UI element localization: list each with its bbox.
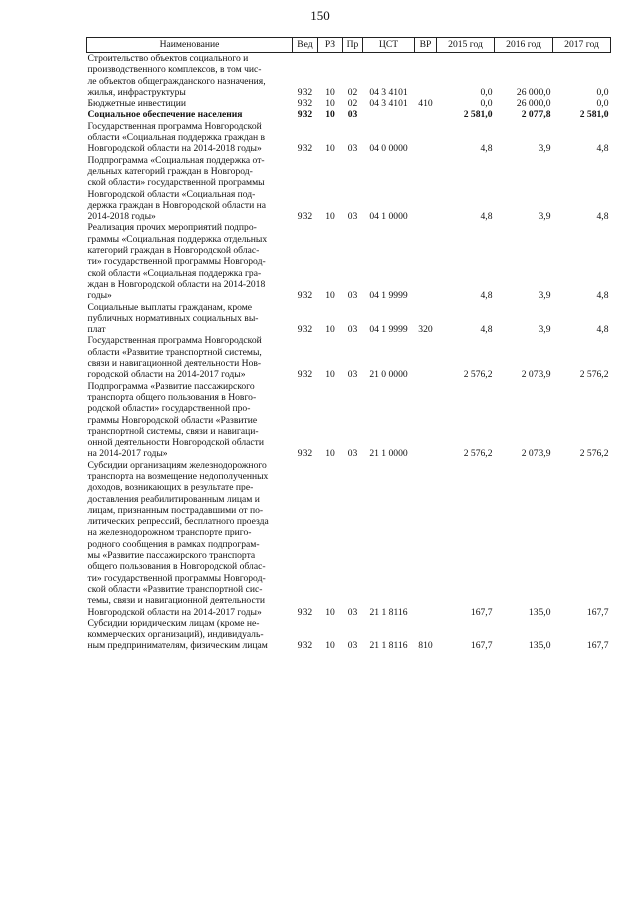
row-pr: 03 (347, 324, 358, 336)
table-row (87, 53, 611, 99)
header-2017: 2017 год (553, 38, 611, 53)
row-vr (415, 381, 437, 460)
row-2016: 135,0 (528, 640, 551, 652)
header-rz: РЗ (318, 38, 343, 53)
row-ved: 932 (297, 448, 313, 460)
row-2015: 167,7 (470, 606, 493, 618)
row-cst: 04 3 4101 (369, 86, 408, 98)
row-name: Реализация прочих мероприятий подпро- граммы «Социальная поддержка отдельных категорий граждан в Новгородской облас- ти» государственной программы Новгород- ской области «Социальная поддержка гра- ждан в Новгородской области на 2014-2018 годы» (87, 222, 268, 302)
row-2015: 4,8 (480, 211, 493, 223)
row-ved: 932 (297, 86, 313, 98)
row-2016: 2 077,8 (521, 109, 551, 121)
table-row (87, 618, 611, 652)
row-vr (415, 460, 437, 618)
row-vr: 410 (418, 98, 433, 110)
row-pr: 03 (347, 448, 358, 460)
row-name: Социальные выплаты гражданам, кроме публичных нормативных социальных вы- плат (87, 301, 259, 336)
row-cst: 21 1 8116 (369, 640, 408, 652)
row-cst: 04 1 9999 (369, 290, 408, 302)
row-vr: 320 (418, 324, 433, 336)
row-cst: 04 1 9999 (369, 324, 408, 336)
header-cst: ЦСТ (363, 38, 415, 53)
row-2017: 4,8 (596, 290, 609, 302)
row-name: Государственная программа Новгородской области «Развитие транспортной системы, связи и навигационной деятельности Нов- городской области на 2014-2017 годы» (87, 335, 262, 381)
row-name: Субсидии организациям железнодорожного транспорта на возмещение недополученных доходов, возникающих в результате пре- доставления реабилитированным лицам и лицам, признанным пострадавшими от по- литических репрессий, бесплатного проезда на железнодорожном транспорте приго- родного сообщения в рамках подпрограм- мы «Развитие пассажирского транспорта общего пользования в Новгородской облас- ти» государственной программы Новгород- ской области «Развитие транспортной сис- темы, связи и навигационной деятельности Новгородской области на 2014-2017 годы» (87, 459, 269, 618)
row-ved: 932 (297, 98, 313, 110)
row-2017: 2 581,0 (579, 109, 609, 121)
header-vr: ВР (415, 38, 437, 53)
row-2016: 3,9 (538, 324, 551, 336)
row-2017: 2 576,2 (579, 369, 609, 381)
row-cst: 21 1 8116 (369, 606, 408, 618)
row-cst (363, 109, 415, 120)
table-row (87, 381, 611, 460)
row-cst: 21 1 0000 (369, 448, 408, 460)
table-row (87, 109, 611, 120)
row-vr (415, 121, 437, 155)
row-name: Бюджетные инвестиции (87, 98, 186, 110)
row-2017: 0,0 (596, 86, 609, 98)
row-2016: 135,0 (528, 606, 551, 618)
budget-table (86, 37, 611, 652)
row-vr (415, 335, 437, 380)
row-rz: 10 (325, 606, 335, 618)
row-vr (415, 109, 437, 120)
row-pr: 03 (347, 143, 358, 155)
row-rz: 10 (325, 448, 335, 460)
row-2015: 4,8 (480, 143, 493, 155)
header-2015: 2015 год (437, 38, 495, 53)
row-rz: 10 (325, 98, 335, 110)
row-rz: 10 (325, 211, 335, 223)
row-2017: 167,7 (586, 606, 609, 618)
row-rz: 10 (325, 369, 335, 381)
row-2015: 2 576,2 (463, 369, 493, 381)
row-rz: 10 (325, 640, 335, 652)
row-2017: 4,8 (596, 324, 609, 336)
row-2016: 26 000,0 (516, 98, 551, 110)
row-pr: 03 (347, 109, 358, 121)
row-2017: 167,7 (586, 640, 609, 652)
row-pr: 02 (347, 98, 358, 110)
table-row (87, 98, 611, 109)
row-vr: 810 (418, 640, 433, 652)
row-cst: 21 0 0000 (369, 369, 408, 381)
row-cst: 04 3 4101 (369, 98, 408, 110)
header-ved: Вед (293, 38, 318, 53)
row-2015: 2 581,0 (463, 109, 493, 121)
row-ved: 932 (297, 640, 313, 652)
row-pr: 03 (347, 290, 358, 302)
row-ved: 932 (297, 143, 313, 155)
header-2016: 2016 год (495, 38, 553, 53)
row-2016: 3,9 (538, 211, 551, 223)
row-2016: 3,9 (538, 290, 551, 302)
row-vr (415, 155, 437, 223)
table-header-row (87, 38, 611, 53)
row-2015: 0,0 (480, 98, 493, 110)
row-rz: 10 (325, 86, 335, 98)
row-ved: 932 (297, 290, 313, 302)
row-2015: 0,0 (480, 86, 493, 98)
row-pr: 03 (347, 211, 358, 223)
row-pr: 02 (347, 86, 358, 98)
table-row (87, 121, 611, 155)
row-pr: 03 (347, 606, 358, 618)
row-name: Строительство объектов социального и производственного комплексов, в том чис- ле объектов общегражданского назначения, жилья, инфраструктуры (87, 53, 266, 98)
row-ved: 932 (297, 369, 313, 381)
row-2015: 2 576,2 (463, 448, 493, 460)
table-row (87, 155, 611, 223)
row-cst: 04 1 0000 (369, 211, 408, 223)
row-ved: 932 (297, 324, 313, 336)
row-pr: 03 (347, 640, 358, 652)
row-name: Социальное обеспечение населения (87, 109, 243, 121)
row-rz: 10 (325, 143, 335, 155)
row-vr (415, 53, 437, 99)
row-pr: 03 (347, 369, 358, 381)
page-number: 150 (310, 8, 330, 23)
row-2016: 2 073,9 (521, 448, 551, 460)
row-rz: 10 (325, 109, 335, 121)
row-rz: 10 (325, 290, 335, 302)
row-rz: 10 (325, 324, 335, 336)
row-name: Подпрограмма «Развитие пассажирского транспорта общего пользования в Новго- родской области» государственной про- граммы Новгородской области «Развитие транспортной системы, связи и навигаци- онной деятельности Новгородской области на 2014-2017 годы» (87, 380, 264, 460)
row-2015: 4,8 (480, 324, 493, 336)
row-ved: 932 (297, 606, 313, 618)
row-ved: 932 (297, 211, 313, 223)
table-row (87, 302, 611, 336)
row-2015: 167,7 (470, 640, 493, 652)
row-2017: 0,0 (596, 98, 609, 110)
row-ved: 932 (297, 109, 313, 121)
table-row (87, 222, 611, 301)
table-row (87, 460, 611, 618)
row-vr (415, 222, 437, 301)
row-name: Подпрограмма «Социальная поддержка от- дельных категорий граждан в Новгород- ской области» государственной программы Новгородской области «Социальная под- держка граждан в Новгородской области на 2014-2018 годы» (87, 154, 267, 223)
table-row (87, 335, 611, 380)
row-2017: 4,8 (596, 143, 609, 155)
row-2016: 2 073,9 (521, 369, 551, 381)
row-2016: 26 000,0 (516, 86, 551, 98)
table-body (87, 53, 611, 652)
row-name: Субсидии юридическим лицам (кроме не- коммерческих организаций), индивидуаль- ным предпринимателям, физическим лицам (87, 617, 268, 652)
row-2015: 4,8 (480, 290, 493, 302)
row-2016: 3,9 (538, 143, 551, 155)
row-2017: 2 576,2 (579, 448, 609, 460)
row-name: Государственная программа Новгородской области «Социальная поддержка граждан в Новгородской области на 2014-2018 годы» (87, 120, 266, 155)
row-2017: 4,8 (596, 211, 609, 223)
header-pr: Пр (343, 38, 363, 53)
row-cst: 04 0 0000 (369, 143, 408, 155)
header-name: Наименование (87, 38, 293, 53)
